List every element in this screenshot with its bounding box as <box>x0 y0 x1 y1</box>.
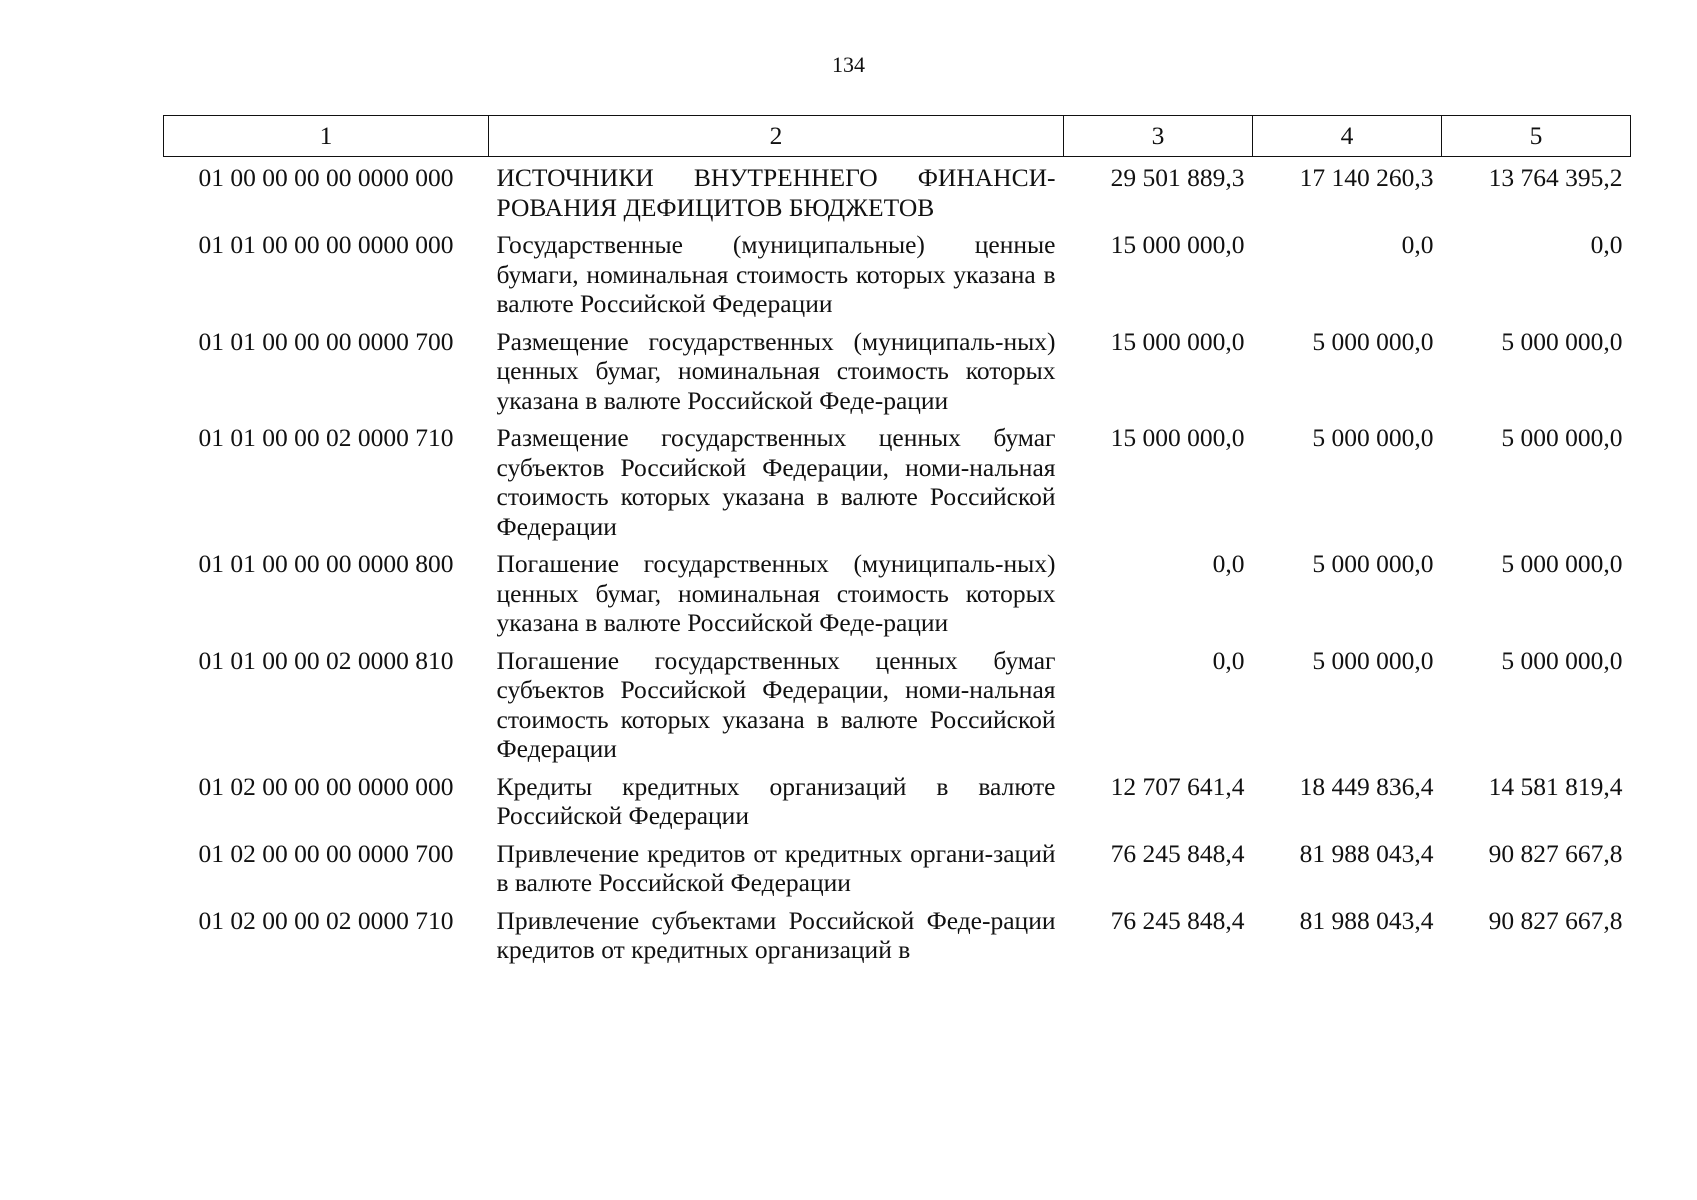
row-value-4: 5 000 000,0 <box>1312 645 1434 675</box>
page-number: 134 <box>832 52 865 77</box>
row-name: Погашение государственных ценных бумаг субъектов Российской Федерации, номи-нальная стоимость которых указана в валюте Российской Федерации <box>496 645 1056 763</box>
row-value-3: 29 501 889,3 <box>1110 163 1245 192</box>
table-row <box>164 839 1631 906</box>
row-name: Привлечение субъектами Российской Феде-рации кредитов от кредитных организаций в <box>496 905 1056 964</box>
row-name: Размещение государственных (муниципаль-ных) ценных бумаг, номинальная стоимость которых указана в валюте Российской Феде-рации <box>496 326 1056 415</box>
row-value-5: 13 764 395,2 <box>1488 163 1623 192</box>
table-row <box>164 646 1631 772</box>
row-value-3: 15 000 000,0 <box>1110 423 1245 452</box>
row-value-3: 0,0 <box>1212 549 1245 578</box>
table-row <box>164 423 1631 549</box>
row-code: 01 01 00 00 02 0000 810 <box>198 645 454 675</box>
row-code: 01 01 00 00 00 0000 000 <box>198 230 454 259</box>
table-row <box>164 772 1631 839</box>
row-code: 01 00 00 00 00 0000 000 <box>198 163 454 192</box>
row-value-3: 76 245 848,4 <box>1110 905 1245 935</box>
column-header-4: 4 <box>1253 116 1442 157</box>
table-row <box>164 327 1631 424</box>
column-header-5: 5 <box>1442 116 1631 157</box>
row-value-4: 5 000 000,0 <box>1312 423 1434 452</box>
row-value-5: 90 827 667,8 <box>1488 905 1623 935</box>
row-value-4: 5 000 000,0 <box>1312 326 1434 356</box>
row-value-5: 90 827 667,8 <box>1488 838 1623 868</box>
header-row <box>164 116 1631 157</box>
column-header-3: 3 <box>1064 116 1253 157</box>
column-header-2: 2 <box>489 116 1064 157</box>
row-name: Размещение государственных ценных бумаг субъектов Российской Федерации, номи-нальная стоимость которых указана в валюте Российской Федерации <box>496 423 1056 541</box>
row-name: Кредиты кредитных организаций в валюте Российской Федерации <box>496 771 1056 830</box>
row-value-5: 5 000 000,0 <box>1501 549 1623 578</box>
table-header <box>164 116 1631 157</box>
row-value-4: 81 988 043,4 <box>1299 838 1434 868</box>
budget-sources-table <box>163 115 1631 973</box>
row-value-3: 15 000 000,0 <box>1110 326 1245 356</box>
row-name: Погашение государственных (муниципаль-ных) ценных бумаг, номинальная стоимость которых указана в валюте Российской Феде-рации <box>496 549 1056 637</box>
row-code: 01 02 00 00 00 0000 000 <box>198 771 454 801</box>
row-value-5: 0,0 <box>1590 230 1623 259</box>
column-header-1: 1 <box>164 116 489 157</box>
row-value-4: 18 449 836,4 <box>1299 771 1434 801</box>
row-value-4: 81 988 043,4 <box>1299 905 1434 935</box>
row-value-5: 5 000 000,0 <box>1501 326 1623 356</box>
row-code: 01 01 00 00 00 0000 800 <box>198 549 454 578</box>
row-value-5: 5 000 000,0 <box>1501 423 1623 452</box>
row-value-4: 17 140 260,3 <box>1299 163 1434 192</box>
row-code: 01 01 00 00 02 0000 710 <box>198 423 454 452</box>
row-value-3: 12 707 641,4 <box>1110 771 1245 801</box>
row-code: 01 02 00 00 00 0000 700 <box>198 838 454 868</box>
table-row <box>164 230 1631 327</box>
row-value-3: 76 245 848,4 <box>1110 838 1245 868</box>
row-value-4: 0,0 <box>1401 230 1434 259</box>
row-value-3: 0,0 <box>1212 645 1245 675</box>
row-code: 01 02 00 00 02 0000 710 <box>198 905 454 935</box>
row-code: 01 01 00 00 00 0000 700 <box>198 326 454 356</box>
row-value-5: 5 000 000,0 <box>1501 645 1623 675</box>
row-name: Государственные (муниципальные) ценные бумаги, номинальная стоимость которых указана в валюте Российской Федерации <box>496 230 1056 318</box>
row-name: Привлечение кредитов от кредитных органи-заций в валюте Российской Федерации <box>496 838 1056 897</box>
table-row <box>164 157 1631 231</box>
row-value-3: 15 000 000,0 <box>1110 230 1245 259</box>
table-row <box>164 906 1631 973</box>
table-body <box>164 157 1631 973</box>
row-value-5: 14 581 819,4 <box>1488 771 1623 801</box>
row-value-4: 5 000 000,0 <box>1312 549 1434 578</box>
row-name: ИСТОЧНИКИ ВНУТРЕННЕГО ФИНАНСИ-РОВАНИЯ ДЕФИЦИТОВ БЮДЖЕТОВ <box>496 163 1056 222</box>
table-row <box>164 549 1631 646</box>
